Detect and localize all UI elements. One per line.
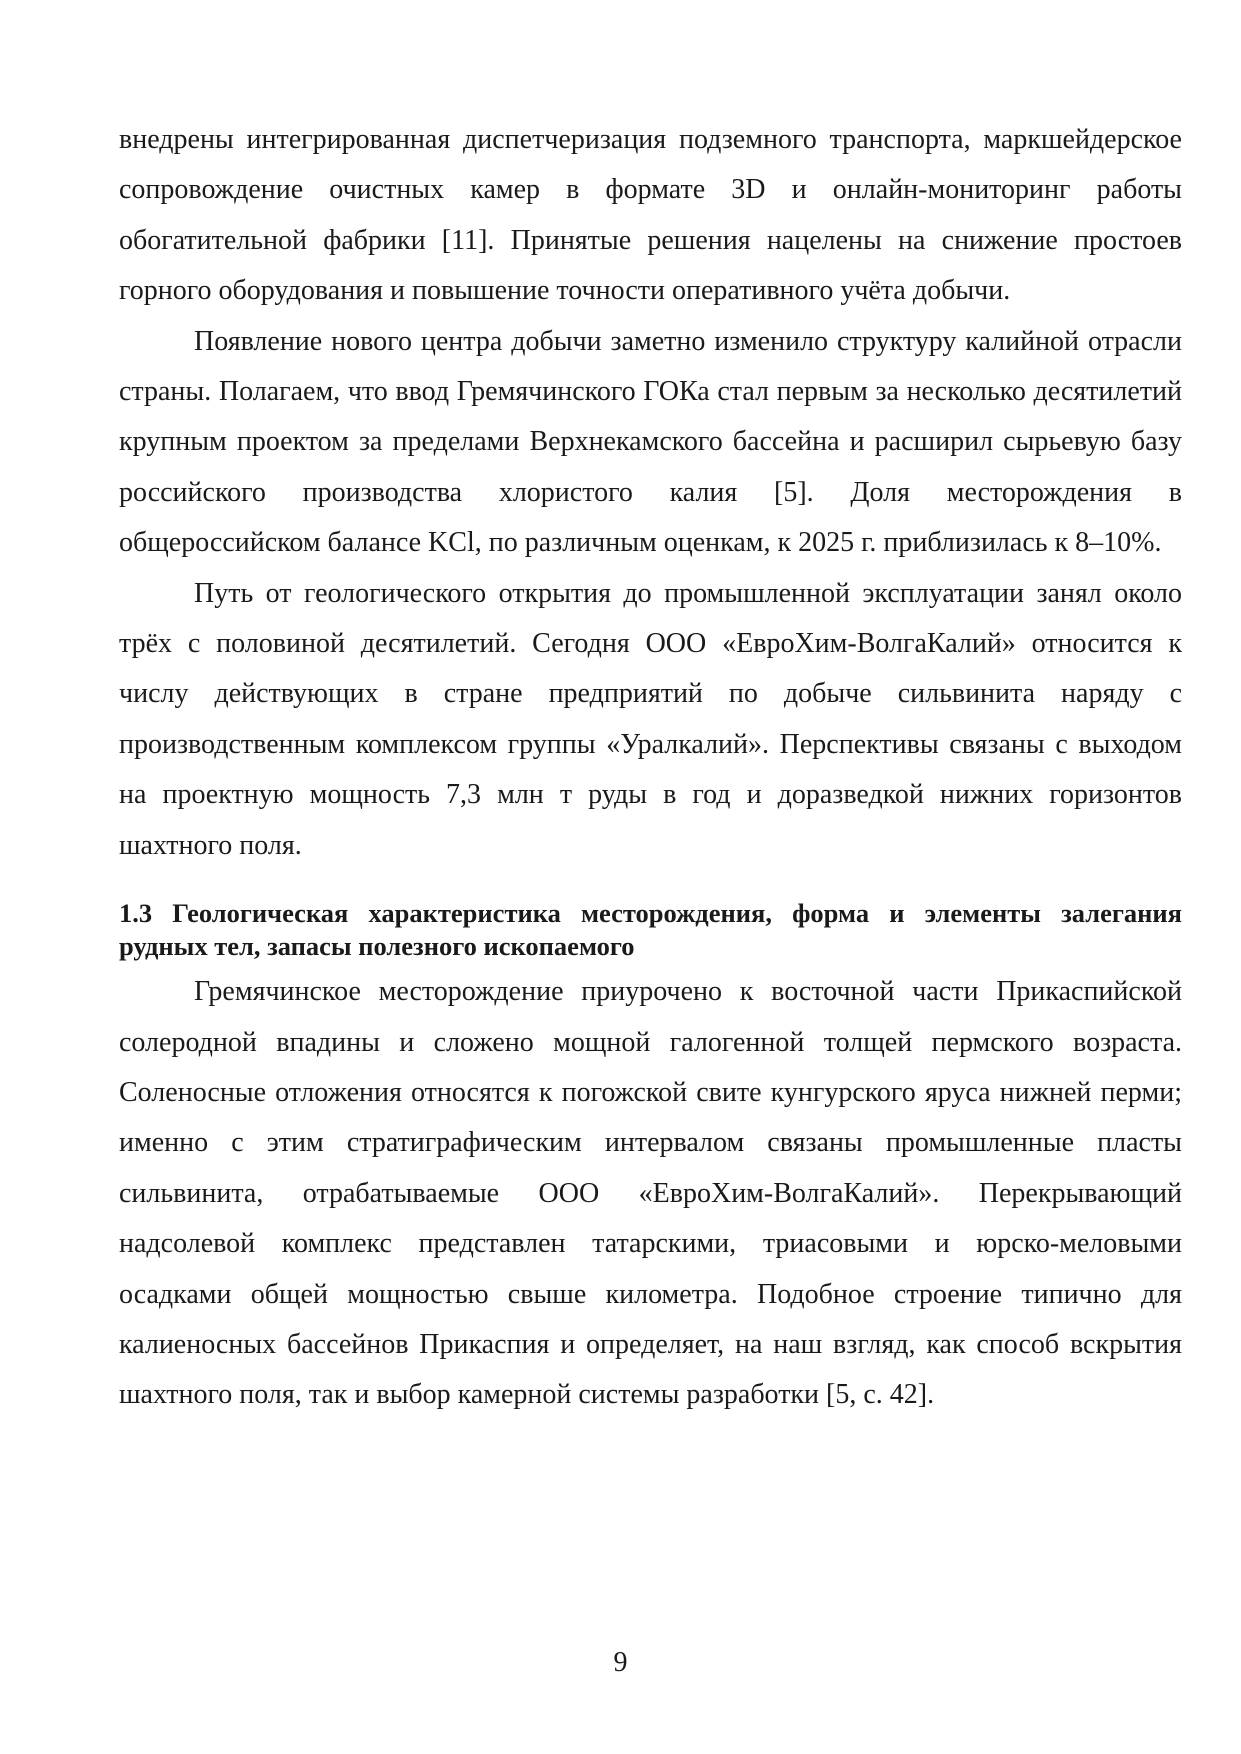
section-heading: 1.3 Геологическая характеристика месторождения, форма и элементы залегания рудных тел, запасы полезного ископаемого (119, 898, 1182, 962)
body-paragraph: Путь от геологического открытия до промышленной эксплуатации занял около трёх с половиной десятилетий. Сегодня ООО «ЕвроХим-ВолгаКалий» относится к числу действующих в стране предприятий по добыче сильвинита наряду с производственным комплексом группы «Уралкалий». Перспективы связаны с выходом на проектную мощность 7,3 млн т руды в год и доразведкой нижних горизонтов шахтного поля. (119, 577, 1182, 861)
document-page (119, 115, 1182, 1421)
continuation-paragraph: внедрены интегрированная диспетчеризация подземного транспорта, маркшейдерское сопровождение очистных камер в формате 3D и онлайн-мониторинг работы обогатительной фабрики [11]. Принятые решения нацелены на снижение простоев горного оборудования и повышение точности оперативного учёта добычи. (119, 124, 1182, 307)
section-paragraph: Гремячинское месторождение приурочено к восточной части Прикаспийской солеродной впадины и сложено мощной галогенной толщей пермского возраста. Соленосные отложения относятся к погожской свите кунгурского яруса нижней перми; именно с этим стратиграфическим интервалом связаны промышленные пласты сильвинита, отрабатываемые ООО «ЕвроХим-ВолгаКалий». Перекрывающий надсолевой комплекс представлен татарскими, триасовыми и юрско-меловыми осадками общей мощностью свыше километра. Подобное строение типично для калиеносных бассейнов Прикаспия и определяет, на наш взгляд, как способ вскрытия шахтного поля, так и выбор камерной системы разработки [5, с. 42]. (119, 976, 1182, 1411)
body-paragraph: Появление нового центра добычи заметно изменило структуру калийной отрасли страны. Полагаем, что ввод Гремячинского ГОКа стал первым за несколько десятилетий крупным проектом за пределами Верхнекамского бассейна и расширил сырьевую базу российского производства хлористого калия [5]. Доля месторождения в общероссийском балансе KCl, по различным оценкам, к 2025 г. приблизилась к 8–10%. (119, 325, 1182, 559)
page-number: 9 (613, 1647, 628, 1678)
